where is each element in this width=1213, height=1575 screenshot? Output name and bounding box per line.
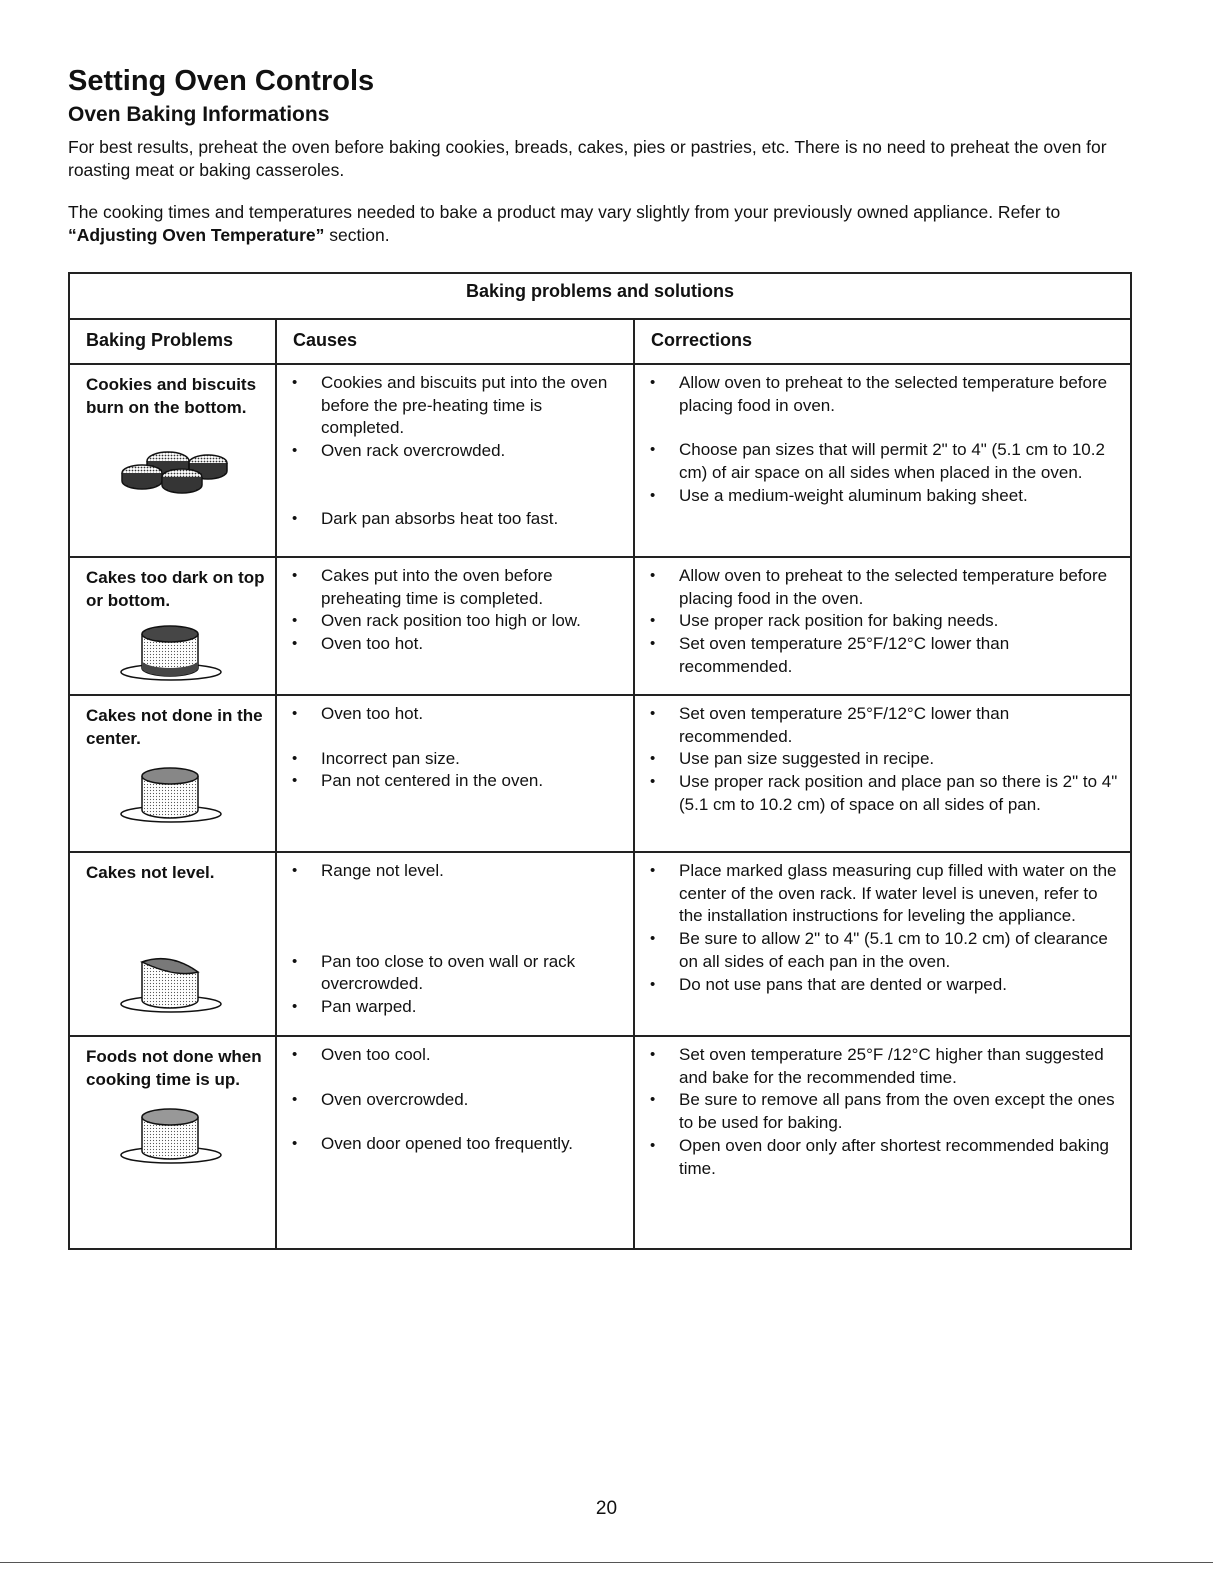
header-baking-problems: Baking Problems bbox=[69, 319, 276, 364]
cause-item: • Oven too hot. bbox=[289, 703, 625, 726]
baking-problems-table bbox=[68, 272, 1132, 1250]
corrections-cell bbox=[634, 695, 1131, 852]
intro-paragraph-1: For best results, preheat the oven before baking cookies, breads, cakes, pies or pastries, etc. There is no need to preheat the oven for roasting meat or baking casseroles. bbox=[68, 137, 1107, 180]
table-row bbox=[69, 1036, 1131, 1249]
page-number: 20 bbox=[595, 1498, 618, 1519]
correction-item: • Use pan size suggested in recipe. bbox=[647, 748, 1122, 771]
table-row bbox=[69, 557, 1131, 695]
cause-item: • Pan not centered in the oven. bbox=[289, 770, 625, 793]
correction-item: • Open oven door only after shortest recommended baking time. bbox=[647, 1135, 1122, 1180]
intro-p2-text: The cooking times and temperatures needed to bake a product may vary slightly from your previously owned appliance. Refer to bbox=[68, 202, 1061, 222]
cause-item: • Range not level. bbox=[289, 860, 625, 883]
problem-cell bbox=[69, 364, 276, 557]
problem-cell bbox=[69, 557, 276, 695]
cause-item: • Oven too cool. bbox=[289, 1044, 625, 1067]
cause-item: • Cakes put into the oven before preheating time is completed. bbox=[289, 565, 625, 610]
correction-item: • Choose pan sizes that will permit 2" to 4" (5.1 cm to 10.2 cm) of air space on all sides when placed in the oven. bbox=[647, 439, 1122, 484]
correction-item: • Use a medium-weight aluminum baking sheet. bbox=[647, 485, 1122, 508]
problem-name: Cakes not level. bbox=[86, 863, 215, 882]
cause-item: • Dark pan absorbs heat too fast. bbox=[289, 508, 625, 531]
problem-name: Cookies and biscuits burn on the bottom. bbox=[86, 375, 257, 417]
correction-item: • Set oven temperature 25°F/12°C lower than recommended. bbox=[647, 703, 1122, 748]
bottom-divider bbox=[0, 1562, 1213, 1563]
cake-dark-icon bbox=[116, 620, 226, 682]
correction-item: • Use proper rack position for baking needs. bbox=[647, 610, 1122, 633]
cookies-icon bbox=[116, 433, 236, 503]
cause-item: • Pan too close to oven wall or rack overcrowded. bbox=[289, 951, 625, 996]
problem-cell bbox=[69, 852, 276, 1036]
corrections-cell bbox=[634, 557, 1131, 695]
header-corrections: Corrections bbox=[634, 319, 1131, 364]
correction-item: • Use proper rack position and place pan so there is 2" to 4" (5.1 cm to 10.2 cm) of space on all sides of pan. bbox=[647, 771, 1122, 816]
correction-item: • Be sure to remove all pans from the oven except the ones to be used for baking. bbox=[647, 1089, 1122, 1134]
correction-item: • Do not use pans that are dented or warped. bbox=[647, 974, 1122, 997]
page-title: Setting Oven Controls bbox=[68, 65, 375, 97]
page-header bbox=[68, 64, 1130, 247]
cause-item: • Oven overcrowded. bbox=[289, 1089, 625, 1112]
section-reference: “Adjusting Oven Temperature” bbox=[68, 225, 325, 245]
cause-item: • Incorrect pan size. bbox=[289, 748, 625, 771]
table-row bbox=[69, 852, 1131, 1036]
correction-item: • Allow oven to preheat to the selected temperature before placing food in oven. bbox=[647, 372, 1122, 417]
intro-paragraph-2 bbox=[68, 201, 1130, 247]
intro-p2-end: section. bbox=[324, 225, 390, 245]
causes-cell bbox=[276, 695, 634, 852]
causes-cell bbox=[276, 1036, 634, 1249]
problem-cell bbox=[69, 1036, 276, 1249]
causes-cell bbox=[276, 557, 634, 695]
cause-item: • Oven door opened too frequently. bbox=[289, 1133, 625, 1156]
correction-item: • Allow oven to preheat to the selected temperature before placing food in the oven. bbox=[647, 565, 1122, 610]
table-row bbox=[69, 364, 1131, 557]
cause-item: • Oven rack position too high or low. bbox=[289, 610, 625, 633]
table-row bbox=[69, 695, 1131, 852]
cake-undone-icon bbox=[116, 762, 226, 824]
cake-tilted-icon bbox=[116, 952, 226, 1014]
corrections-cell bbox=[634, 852, 1131, 1036]
problem-name: Cakes not done in the center. bbox=[86, 706, 263, 748]
correction-item: • Set oven temperature 25°F/12°C lower than recommended. bbox=[647, 633, 1122, 678]
correction-item: • Place marked glass measuring cup filled with water on the center of the oven rack. If water level is uneven, refer to the installation instructions for leveling the appliance. bbox=[647, 860, 1122, 928]
causes-cell bbox=[276, 364, 634, 557]
cause-item: • Cookies and biscuits put into the oven before the pre-heating time is completed. bbox=[289, 372, 625, 440]
cake-icon bbox=[116, 1103, 226, 1165]
causes-cell bbox=[276, 852, 634, 1036]
header-causes: Causes bbox=[276, 319, 634, 364]
correction-item: • Set oven temperature 25°F /12°C higher than suggested and bake for the recommended time. bbox=[647, 1044, 1122, 1089]
problem-cell bbox=[69, 695, 276, 852]
corrections-cell bbox=[634, 1036, 1131, 1249]
problem-name: Foods not done when cooking time is up. bbox=[86, 1047, 262, 1089]
table-caption-row bbox=[69, 273, 1131, 319]
cause-item: • Oven too hot. bbox=[289, 633, 625, 656]
table-caption: Baking problems and solutions bbox=[69, 273, 1131, 319]
cause-item: • Oven rack overcrowded. bbox=[289, 440, 625, 463]
table-header-row bbox=[69, 319, 1131, 364]
corrections-cell bbox=[634, 364, 1131, 557]
correction-item: • Be sure to allow 2" to 4" (5.1 cm to 10.2 cm) of clearance on all sides of each pan in the oven. bbox=[647, 928, 1122, 973]
problem-name: Cakes too dark on top or bottom. bbox=[86, 568, 265, 610]
page-subtitle: Oven Baking Informations bbox=[68, 103, 330, 126]
cause-item: • Pan warped. bbox=[289, 996, 625, 1019]
